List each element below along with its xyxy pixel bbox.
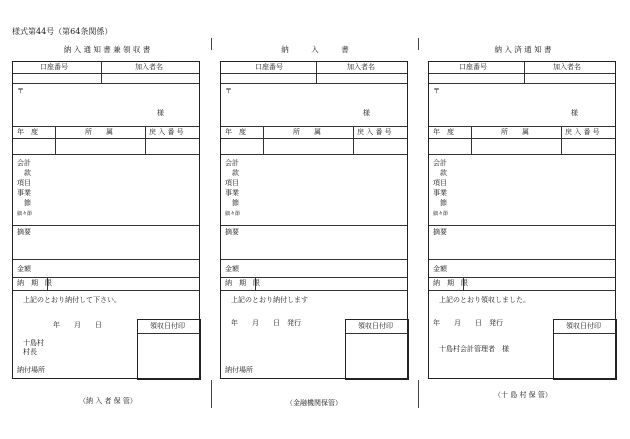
deadline-label: 納 期 限 <box>433 279 468 287</box>
form-number-header: 様式第44号（第64条関係） <box>12 27 113 36</box>
summary-label: 摘要 <box>433 228 447 236</box>
account-kou-label: 項目 <box>17 179 31 187</box>
account-kan-label: 款 <box>232 169 239 177</box>
deadline-label: 納 期 限 <box>225 279 260 287</box>
footer-payer-keep: （納 入 者 保 管） <box>79 397 137 405</box>
amount-label: 金額 <box>433 265 447 273</box>
refund-number-label: 戻 入 番 号 <box>565 128 600 136</box>
receipt-stamp-label: 領収日付印 <box>150 322 185 330</box>
summary-label: 摘要 <box>225 228 239 236</box>
issue-date: 年 月 日 <box>53 321 102 329</box>
account-jigyou-label: 事業 <box>17 189 31 197</box>
account-setsu-label: 節 <box>232 199 239 207</box>
payment-place-label: 納付場所 <box>17 366 45 374</box>
account-saimoku-label: 細々節 <box>433 211 449 217</box>
form-box <box>428 61 616 379</box>
refund-number-label: 戻 入 番 号 <box>149 128 184 136</box>
account-kou-label: 項目 <box>433 179 447 187</box>
instruction-message: 上記のとおり納付します <box>231 296 308 304</box>
form-payment-slip <box>220 42 410 379</box>
instruction-message: 上記のとおり領収しました。 <box>439 296 530 304</box>
honorific-label: 様 <box>157 109 164 117</box>
honorific-label: 様 <box>363 109 370 117</box>
account-kaikei-label: 会計 <box>225 159 239 167</box>
form-title: 納 入 書 <box>281 45 349 54</box>
cut-line <box>418 38 419 50</box>
amount-label: 金額 <box>17 265 31 273</box>
subscriber-name-label: 加入者名 <box>553 63 581 71</box>
instruction-message: 上記のとおり納付して下さい。 <box>23 296 121 304</box>
receipt-stamp-label: 領収日付印 <box>566 322 601 330</box>
account-setsu-label: 節 <box>440 199 447 207</box>
deadline-label: 納 期 限 <box>17 279 52 287</box>
affiliation-label: 所 属 <box>501 128 529 136</box>
summary-label: 摘要 <box>17 228 31 236</box>
receipt-stamp-label: 領収日付印 <box>358 322 393 330</box>
amount-label: 金額 <box>225 265 239 273</box>
footer-bank-keep: （金融機関保管） <box>286 399 342 407</box>
payment-place-label: 納付場所 <box>225 366 253 374</box>
receipt-stamp-box <box>553 319 617 380</box>
subscriber-name-label: 加入者名 <box>347 63 375 71</box>
postal-mark: 〒 <box>225 87 232 95</box>
subscriber-name-label: 加入者名 <box>135 63 163 71</box>
issue-date: 年 月 日 発行 <box>433 319 503 327</box>
issue-date: 年 月 日 発行 <box>231 319 301 327</box>
footer-village-keep: （十 島 村 保 管） <box>494 391 552 399</box>
account-kou-label: 項目 <box>225 179 239 187</box>
account-saimoku-label: 細々節 <box>17 211 33 217</box>
form-box <box>12 61 200 379</box>
account-saimoku-label: 細々節 <box>225 211 241 217</box>
form-box <box>220 61 408 379</box>
form-payment-notice-receipt <box>12 42 202 379</box>
fiscal-year-label: 年 度 <box>17 128 38 136</box>
account-setsu-label: 節 <box>24 199 31 207</box>
account-kan-label: 款 <box>440 169 447 177</box>
postal-mark: 〒 <box>433 87 440 95</box>
honorific-label: 様 <box>571 109 578 117</box>
receipt-stamp-box <box>137 319 201 380</box>
refund-number-label: 戻 入 番 号 <box>357 128 392 136</box>
issuer-village: 十島村 <box>23 339 44 347</box>
cut-line <box>211 380 212 408</box>
account-number-label: 口座番号 <box>40 63 68 71</box>
account-number-label: 口座番号 <box>459 63 487 71</box>
form-title: 納 入 済 通 知 書 <box>494 45 552 54</box>
issuer-title: 村長 <box>23 348 37 356</box>
account-kaikei-label: 会計 <box>17 159 31 167</box>
affiliation-label: 所 属 <box>85 128 113 136</box>
form-payment-completion-notice <box>428 42 618 379</box>
account-number-label: 口座番号 <box>255 63 283 71</box>
cut-line <box>211 38 212 50</box>
fiscal-year-label: 年 度 <box>225 128 246 136</box>
account-kan-label: 款 <box>24 169 31 177</box>
affiliation-label: 所 属 <box>293 128 321 136</box>
account-kaikei-label: 会計 <box>433 159 447 167</box>
fiscal-year-label: 年 度 <box>433 128 454 136</box>
account-jigyou-label: 事業 <box>433 189 447 197</box>
account-jigyou-label: 事業 <box>225 189 239 197</box>
cut-line <box>418 380 419 408</box>
receipt-stamp-box <box>345 319 409 380</box>
issuer-accountant: 十島村会計管理者 様 <box>439 345 509 353</box>
form-title: 納 入 通 知 書 兼 領 収 書 <box>63 45 151 54</box>
postal-mark: 〒 <box>17 87 24 95</box>
